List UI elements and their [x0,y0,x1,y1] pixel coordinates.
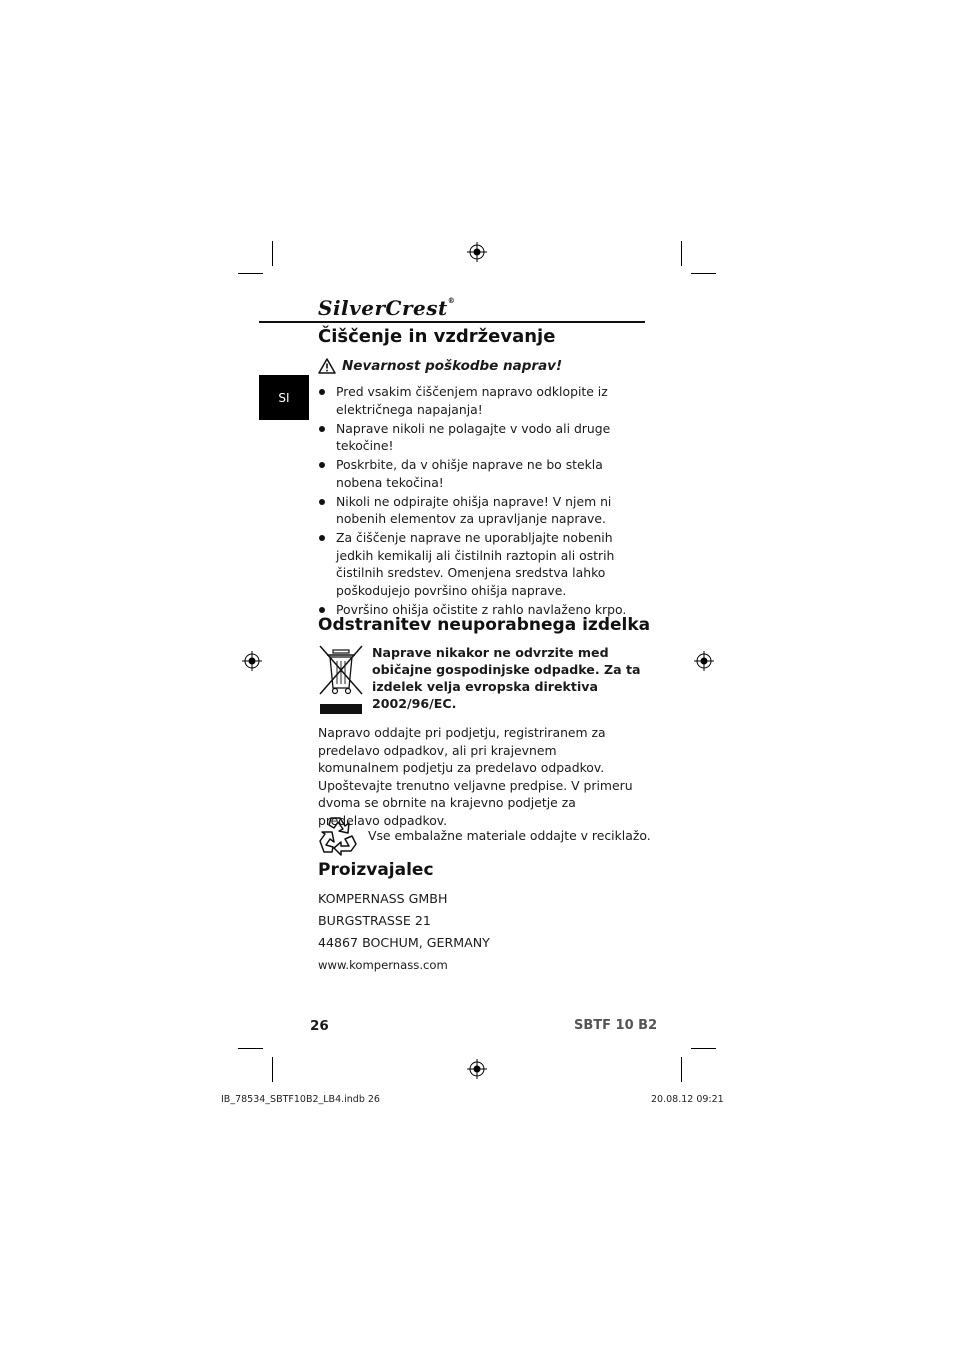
crop-mark [238,1048,263,1049]
registration-mark-icon [467,242,487,262]
section-title-manufacturer: Proizvajalec [318,860,434,880]
page-number: 26 [310,1018,329,1034]
disposal-paragraph: Napravo oddajte pri podjetju, registriranem za predelavo odpadkov, ali pri krajevnem komunalnem podjetju za predelavo odpadkov. Upoštevajte trenutno veljavne predpise. V primeru dvoma se obrnite na krajevno podjetje za predelavo odpadkov. [318,725,633,828]
recycle-notice: Vse embalažne materiale oddajte v reciklažo. [368,828,651,843]
language-tab: SI [259,375,309,420]
warning-text: Nevarnost poškodbe naprav! [342,358,563,374]
list-item: Naprave nikoli ne polagajte v vodo ali druge tekočine! [318,420,640,455]
weee-notice: Naprave nikakor ne odvrzite med običajne gospodinjske odpadke. Za ta izdelek velja evropska direktiva 2002/96/EC. [372,645,641,711]
recycle-icon [316,812,360,856]
header-rule [259,321,645,323]
model-number: SBTF 10 B2 [574,1018,658,1033]
brand-logo [318,296,455,320]
list-item: Površino ohišja očistite z rahlo navlaženo krpo. [318,601,640,619]
print-file-info: IB_78534_SBTF10B2_LB4.indb 26 [221,1094,380,1105]
crossed-out-bin-icon [318,644,364,716]
crop-mark [681,241,682,266]
list-item: Pred vsakim čiščenjem napravo odklopite iz električnega napajanja! [318,383,640,418]
crop-mark [691,1048,716,1049]
cleaning-bullet-list [318,383,640,620]
company-name: KOMPERNASS GMBH [318,891,448,906]
brand-logo-text: SilverCrest [318,296,448,320]
warning-line [318,358,562,374]
registration-mark-icon [467,1059,487,1079]
manufacturer-address [318,888,490,976]
list-item: Poskrbite, da v ohišje naprave ne bo stekla nobena tekočina! [318,456,640,491]
crop-mark [272,241,273,266]
website-link[interactable]: www.kompernass.com [318,958,448,972]
crop-mark [238,273,263,274]
street-address: BURGSTRASSE 21 [318,913,431,928]
crop-mark [681,1057,682,1082]
list-item: Nikoli ne odpirajte ohišja naprave! V njem ni nobenih elementov za upravljanje naprave. [318,493,640,528]
list-item: Za čiščenje naprave ne uporabljajte nobenih jedkih kemikalij ali čistilnih raztopin ali ostrih čistilnih sredstev. Omenjena sredstva lahko poškodujejo površino ohišja naprave. [318,529,640,599]
section-title-disposal: Odstranitev neuporabnega izdelka [318,615,651,635]
registration-mark-icon [242,651,262,671]
warning-triangle-icon [318,358,336,374]
registered-mark: ® [447,296,456,305]
section-title-cleaning: Čiščenje in vzdrževanje [318,326,556,347]
crop-mark [691,273,716,274]
print-file-date: 20.08.12 09:21 [651,1094,724,1105]
city-address: 44867 BOCHUM, GERMANY [318,935,490,950]
registration-mark-icon [694,651,714,671]
crop-mark [272,1057,273,1082]
